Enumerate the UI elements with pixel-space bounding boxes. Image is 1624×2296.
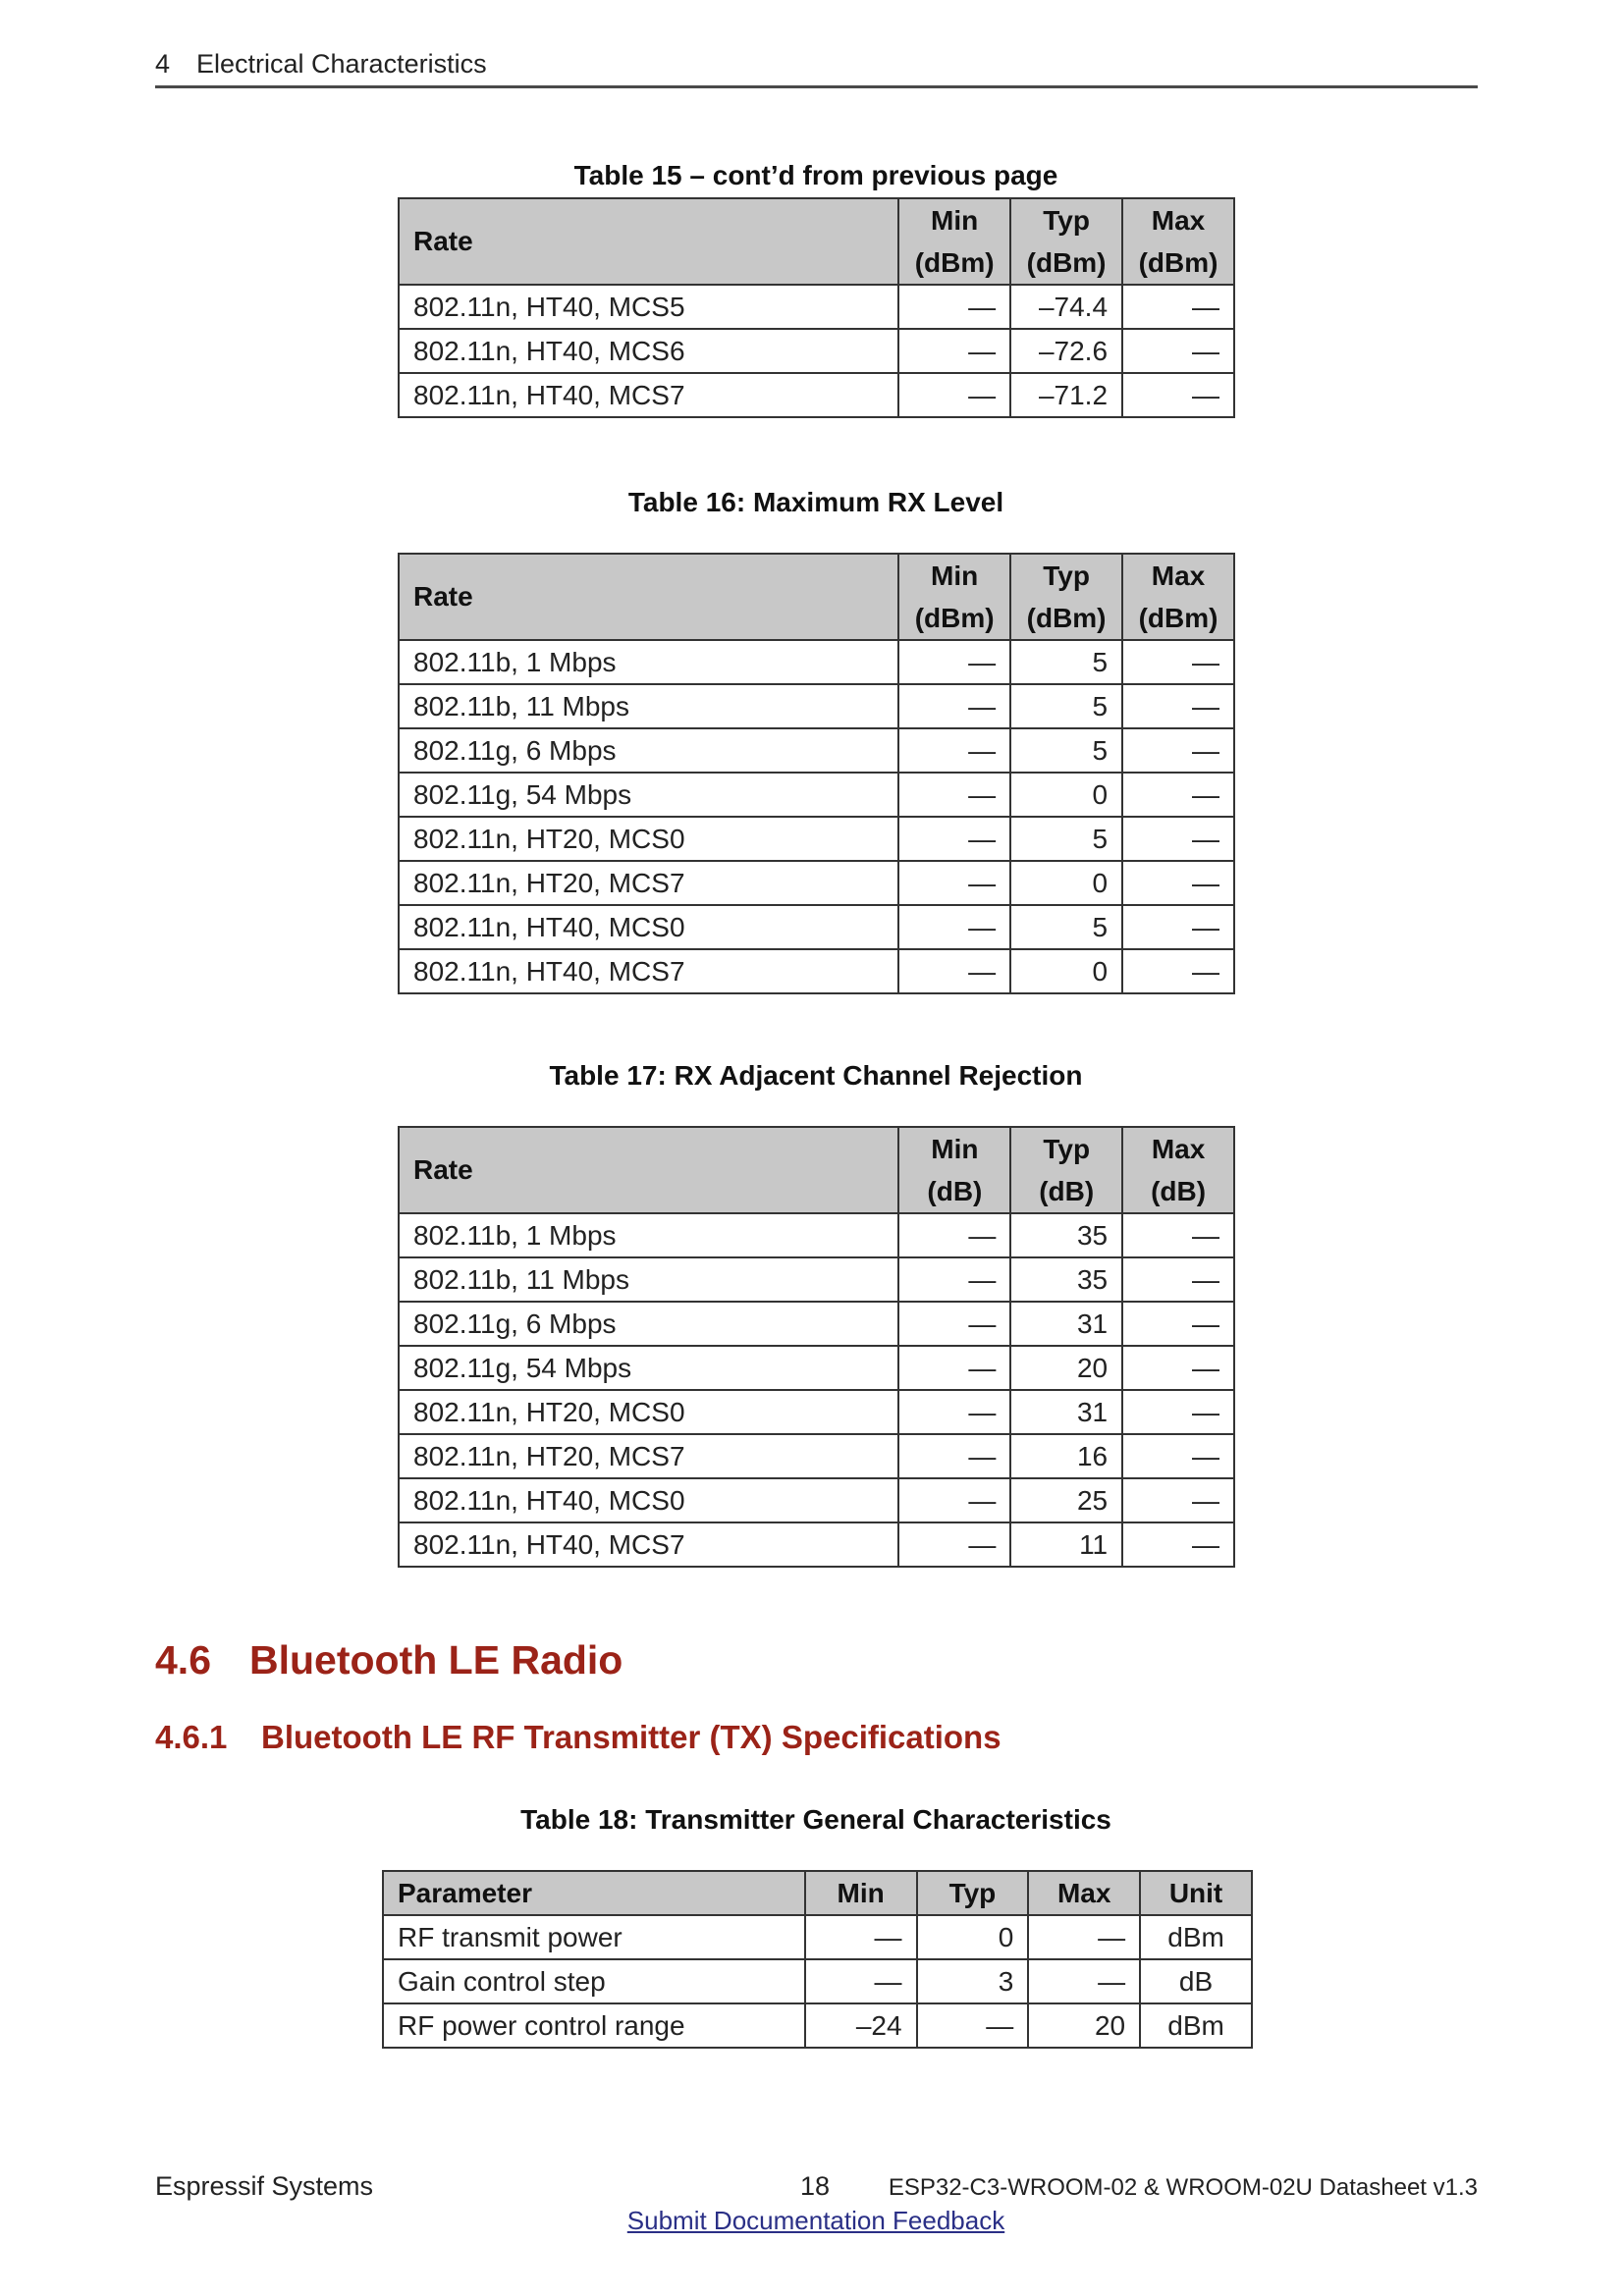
subsection-title: Bluetooth LE RF Transmitter (TX) Specifications: [261, 1719, 1001, 1755]
column-header-rate: Rate: [399, 198, 898, 285]
column-header-min-label: Min: [931, 1134, 979, 1164]
cell-min: —: [898, 285, 1010, 329]
cell-rate: 802.11b, 11 Mbps: [399, 684, 898, 728]
column-header-max: Max: [1028, 1871, 1140, 1915]
cell-min: —: [898, 728, 1010, 773]
column-header-min: [898, 1127, 1010, 1213]
table-row: [399, 861, 1234, 905]
table-row: [399, 1478, 1234, 1522]
table-row: [399, 640, 1234, 684]
cell-typ: 5: [1010, 684, 1122, 728]
cell-typ: 31: [1010, 1302, 1122, 1346]
cell-max: —: [1122, 285, 1234, 329]
column-header-min-unit: (dBm): [914, 247, 995, 278]
column-header-unit: Unit: [1140, 1871, 1252, 1915]
cell-max: —: [1122, 949, 1234, 993]
table18-header-row: [383, 1871, 1252, 1915]
table17: [398, 1126, 1235, 1568]
cell-rate: 802.11n, HT20, MCS7: [399, 1434, 898, 1478]
table-row: [399, 817, 1234, 861]
cell-typ: 5: [1010, 728, 1122, 773]
subsection-heading-4-6-1: [155, 1719, 1001, 1756]
table15-caption: Table 15 – cont’d from previous page: [573, 160, 1058, 190]
cell-max: —: [1122, 905, 1234, 949]
table18: [382, 1870, 1253, 2049]
table-row: [399, 773, 1234, 817]
subsection-number: 4.6.1: [155, 1719, 228, 1755]
cell-min: —: [898, 1302, 1010, 1346]
cell-min: —: [898, 1257, 1010, 1302]
cell-typ: 3: [917, 1959, 1029, 2003]
table-row: [399, 1390, 1234, 1434]
cell-min: —: [898, 1390, 1010, 1434]
column-header-max-label: Max: [1151, 1134, 1206, 1164]
cell-min: —: [898, 1346, 1010, 1390]
column-header-min: [898, 198, 1010, 285]
table-row: [399, 1434, 1234, 1478]
cell-max: —: [1122, 773, 1234, 817]
column-header-typ-unit: (dB): [1039, 1176, 1095, 1206]
cell-rate: 802.11n, HT40, MCS5: [399, 285, 898, 329]
cell-rate: 802.11g, 6 Mbps: [399, 1302, 898, 1346]
column-header-typ: [1010, 198, 1122, 285]
cell-parameter: RF transmit power: [383, 1915, 805, 1959]
cell-max: —: [1122, 1434, 1234, 1478]
cell-typ: 31: [1010, 1390, 1122, 1434]
column-header-max-unit: (dB): [1151, 1176, 1207, 1206]
table15: [398, 197, 1235, 418]
cell-min: —: [898, 1434, 1010, 1478]
cell-max: —: [1122, 373, 1234, 417]
table-row: [399, 728, 1234, 773]
table-row: [399, 1302, 1234, 1346]
table-row: [399, 1213, 1234, 1257]
chapter-title: Electrical Characteristics: [196, 49, 487, 79]
cell-typ: 25: [1010, 1478, 1122, 1522]
section-heading-4-6: [155, 1637, 623, 1683]
cell-typ: –74.4: [1010, 285, 1122, 329]
table-row: [399, 1522, 1234, 1567]
footer-document-title: ESP32-C3-WROOM-02 & WROOM-02U Datasheet v1.3: [888, 2174, 1478, 2201]
cell-typ: 5: [1010, 640, 1122, 684]
cell-max: —: [1122, 1478, 1234, 1522]
column-header-min-unit: (dBm): [914, 603, 995, 633]
table17-header-row: [399, 1127, 1234, 1213]
cell-typ: 16: [1010, 1434, 1122, 1478]
cell-rate: 802.11n, HT40, MCS7: [399, 949, 898, 993]
table-row: [399, 949, 1234, 993]
cell-rate: 802.11b, 1 Mbps: [399, 640, 898, 684]
cell-rate: 802.11g, 54 Mbps: [399, 773, 898, 817]
cell-max: —: [1122, 861, 1234, 905]
cell-typ: 0: [1010, 861, 1122, 905]
table17-caption: Table 17: RX Adjacent Channel Rejection: [549, 1060, 1083, 1091]
column-header-max-unit: (dBm): [1138, 247, 1218, 278]
table-row: [399, 905, 1234, 949]
cell-min: –24: [805, 2003, 917, 2048]
cell-max: —: [1028, 1959, 1140, 2003]
cell-rate: 802.11b, 1 Mbps: [399, 1213, 898, 1257]
column-header-typ-label: Typ: [1043, 1134, 1091, 1164]
column-header-typ-label: Typ: [1043, 205, 1090, 236]
column-header-rate: Rate: [399, 554, 898, 640]
cell-min: —: [898, 1522, 1010, 1567]
column-header-min: [898, 554, 1010, 640]
cell-typ: 5: [1010, 817, 1122, 861]
table16-header-row: [399, 554, 1234, 640]
column-header-parameter: Parameter: [383, 1871, 805, 1915]
cell-min: —: [805, 1959, 917, 2003]
cell-unit: dBm: [1140, 1915, 1252, 1959]
cell-typ: 0: [917, 1915, 1029, 1959]
column-header-min-label: Min: [931, 205, 979, 236]
cell-max: —: [1122, 640, 1234, 684]
cell-typ: 0: [1010, 949, 1122, 993]
cell-min: —: [898, 1478, 1010, 1522]
cell-rate: 802.11g, 54 Mbps: [399, 1346, 898, 1390]
cell-max: —: [1122, 1390, 1234, 1434]
footer-page-number: 18: [799, 2171, 831, 2201]
column-header-typ: [1010, 1127, 1122, 1213]
cell-min: —: [898, 1213, 1010, 1257]
table-row: [383, 1915, 1252, 1959]
table16: [398, 553, 1235, 994]
column-header-min: Min: [805, 1871, 917, 1915]
header-rule: [155, 85, 1478, 88]
cell-rate: 802.11n, HT40, MCS0: [399, 1478, 898, 1522]
table-row: [399, 1257, 1234, 1302]
cell-min: —: [898, 373, 1010, 417]
running-header: [155, 49, 487, 80]
section-title: Bluetooth LE Radio: [249, 1637, 623, 1682]
cell-max: —: [1122, 1346, 1234, 1390]
table-row: [399, 373, 1234, 417]
table18-caption: Table 18: Transmitter General Characteristics: [520, 1804, 1111, 1835]
table-row: [399, 1346, 1234, 1390]
cell-rate: 802.11n, HT40, MCS7: [399, 1522, 898, 1567]
cell-max: —: [1122, 728, 1234, 773]
column-header-typ: [1010, 554, 1122, 640]
cell-max: —: [1122, 1522, 1234, 1567]
table15-header-row: [399, 198, 1234, 285]
cell-rate: 802.11n, HT40, MCS7: [399, 373, 898, 417]
column-header-max-label: Max: [1151, 561, 1206, 591]
cell-min: —: [898, 905, 1010, 949]
cell-parameter: RF power control range: [383, 2003, 805, 2048]
footer-link-container: [0, 2206, 1624, 2236]
cell-min: —: [805, 1915, 917, 1959]
cell-typ: 0: [1010, 773, 1122, 817]
submit-feedback-link[interactable]: Submit Documentation Feedback: [626, 2206, 1005, 2235]
cell-min: —: [898, 861, 1010, 905]
column-header-max: [1122, 1127, 1234, 1213]
column-header-typ-unit: (dBm): [1026, 247, 1107, 278]
cell-max: —: [1028, 1915, 1140, 1959]
cell-typ: 5: [1010, 905, 1122, 949]
table-row: [383, 1959, 1252, 2003]
table-row: [399, 285, 1234, 329]
column-header-max-unit: (dBm): [1138, 603, 1218, 633]
cell-min: —: [898, 329, 1010, 373]
cell-rate: 802.11n, HT40, MCS6: [399, 329, 898, 373]
column-header-rate: Rate: [399, 1127, 898, 1213]
cell-rate: 802.11n, HT20, MCS0: [399, 1390, 898, 1434]
cell-parameter: Gain control step: [383, 1959, 805, 2003]
column-header-max-label: Max: [1151, 205, 1206, 236]
column-header-min-label: Min: [931, 561, 979, 591]
cell-rate: 802.11n, HT40, MCS0: [399, 905, 898, 949]
cell-typ: 35: [1010, 1213, 1122, 1257]
column-header-max: [1122, 198, 1234, 285]
cell-typ: –71.2: [1010, 373, 1122, 417]
cell-min: —: [898, 684, 1010, 728]
cell-typ: 35: [1010, 1257, 1122, 1302]
column-header-typ: Typ: [917, 1871, 1029, 1915]
table-row: [399, 329, 1234, 373]
cell-max: —: [1122, 684, 1234, 728]
cell-rate: 802.11g, 6 Mbps: [399, 728, 898, 773]
column-header-typ-unit: (dBm): [1026, 603, 1107, 633]
cell-unit: dBm: [1140, 2003, 1252, 2048]
cell-max: —: [1122, 817, 1234, 861]
footer-company: Espressif Systems: [155, 2171, 374, 2201]
cell-rate: 802.11n, HT20, MCS0: [399, 817, 898, 861]
cell-min: —: [898, 949, 1010, 993]
cell-unit: dB: [1140, 1959, 1252, 2003]
section-number: 4.6: [155, 1637, 211, 1682]
column-header-min-unit: (dB): [927, 1176, 983, 1206]
cell-min: —: [898, 640, 1010, 684]
column-header-typ-label: Typ: [1043, 561, 1090, 591]
cell-max: —: [1122, 1257, 1234, 1302]
cell-max: —: [1122, 1302, 1234, 1346]
cell-typ: –72.6: [1010, 329, 1122, 373]
table16-caption: Table 16: Maximum RX Level: [627, 487, 1004, 517]
table-row: [399, 684, 1234, 728]
cell-min: —: [898, 773, 1010, 817]
cell-max: 20: [1028, 2003, 1140, 2048]
cell-max: —: [1122, 329, 1234, 373]
cell-typ: 20: [1010, 1346, 1122, 1390]
cell-rate: 802.11b, 11 Mbps: [399, 1257, 898, 1302]
chapter-number: 4: [155, 49, 171, 79]
cell-typ: 11: [1010, 1522, 1122, 1567]
cell-rate: 802.11n, HT20, MCS7: [399, 861, 898, 905]
table-row: [383, 2003, 1252, 2048]
cell-typ: —: [917, 2003, 1029, 2048]
cell-max: —: [1122, 1213, 1234, 1257]
cell-min: —: [898, 817, 1010, 861]
column-header-max: [1122, 554, 1234, 640]
